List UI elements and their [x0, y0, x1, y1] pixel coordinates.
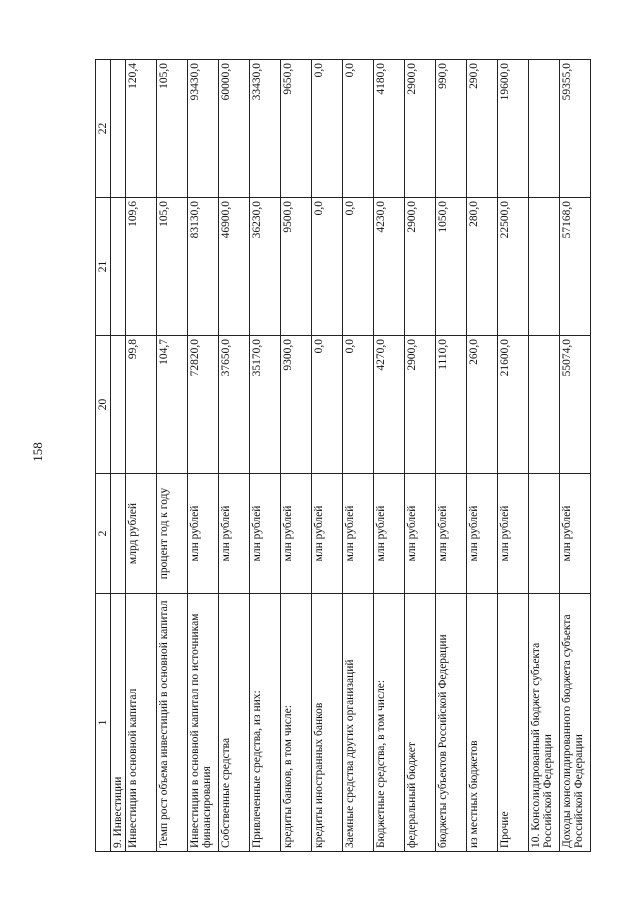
value-cell: 2900,0: [405, 60, 436, 198]
value-cell: 19600,0: [498, 60, 529, 198]
unit-cell: млн рублей: [343, 474, 374, 594]
value-cell: 57168,0: [560, 198, 591, 336]
unit-cell: млн рублей: [281, 474, 312, 594]
value-cell: 260,0: [467, 336, 498, 474]
value-cell: [111, 198, 126, 336]
page-number: 158: [30, 442, 45, 462]
value-cell: 280,0: [467, 198, 498, 336]
unit-cell: млн рублей: [498, 474, 529, 594]
table-row: [188, 60, 219, 852]
value-cell: 0,0: [343, 60, 374, 198]
table-row: [250, 60, 281, 852]
row-label: Заемные средства других организаций: [343, 594, 374, 852]
value-cell: [111, 60, 126, 198]
row-label: Темп рост объема инвестиций в основной капитал: [157, 594, 188, 852]
investment-table: [95, 59, 591, 852]
value-cell: 1050,0: [436, 198, 467, 336]
unit-cell: млн рублей: [560, 474, 591, 594]
unit-cell: млрд рублей: [126, 474, 157, 594]
row-label: кредиты иностранных банков: [312, 594, 343, 852]
table-row: [157, 60, 188, 852]
value-cell: 72820,0: [188, 336, 219, 474]
header-cell: 2: [96, 474, 111, 594]
table-row: [467, 60, 498, 852]
unit-cell: млн рублей: [250, 474, 281, 594]
table-row: [529, 60, 560, 852]
table-row: [498, 60, 529, 852]
value-cell: 46900,0: [219, 198, 250, 336]
table-row: [436, 60, 467, 852]
value-cell: 109,6: [126, 198, 157, 336]
value-cell: 290,0: [467, 60, 498, 198]
value-cell: 9300,0: [281, 336, 312, 474]
value-cell: 0,0: [343, 198, 374, 336]
value-cell: 37650,0: [219, 336, 250, 474]
unit-cell: процент год к году: [157, 474, 188, 594]
value-cell: 104,7: [157, 336, 188, 474]
header-cell: 21: [96, 198, 111, 336]
value-cell: 9500,0: [281, 198, 312, 336]
value-cell: 9650,0: [281, 60, 312, 198]
table-row: [374, 60, 405, 852]
value-cell: 0,0: [312, 336, 343, 474]
value-cell: 60000,0: [219, 60, 250, 198]
value-cell: 55074,0: [560, 336, 591, 474]
unit-cell: млн рублей: [188, 474, 219, 594]
value-cell: 35170,0: [250, 336, 281, 474]
row-label: Инвестиции в основной капитал по источникам финансирования: [188, 594, 219, 852]
row-label: Привлеченные средства, из них:: [250, 594, 281, 852]
row-label: Прочие: [498, 594, 529, 852]
row-label: Доходы консолидированного бюджета субъекта Российской Федерации: [560, 594, 591, 852]
unit-cell: млн рублей: [467, 474, 498, 594]
unit-cell: млн рублей: [312, 474, 343, 594]
value-cell: 105,0: [157, 60, 188, 198]
value-cell: 21600,0: [498, 336, 529, 474]
header-row: [96, 60, 111, 852]
header-cell: 20: [96, 336, 111, 474]
row-label: федеральный бюджет: [405, 594, 436, 852]
value-cell: 1110,0: [436, 336, 467, 474]
value-cell: 4230,0: [374, 198, 405, 336]
row-label: Инвестиции в основной капитал: [126, 594, 157, 852]
unit-cell: млн рублей: [405, 474, 436, 594]
table-row: [560, 60, 591, 852]
header-cell: 22: [96, 60, 111, 198]
value-cell: 0,0: [312, 60, 343, 198]
value-cell: 120,4: [126, 60, 157, 198]
value-cell: 22500,0: [498, 198, 529, 336]
table-area: [95, 60, 585, 852]
table-row: [405, 60, 436, 852]
row-label: 10. Консолидированный бюджет субъекта Российской Федерации: [529, 594, 560, 852]
row-label: кредиты банков, в том числе:: [281, 594, 312, 852]
unit-cell: млн рублей: [219, 474, 250, 594]
value-cell: 93430,0: [188, 60, 219, 198]
value-cell: 99,8: [126, 336, 157, 474]
unit-cell: [111, 474, 126, 594]
table-row: [281, 60, 312, 852]
value-cell: 59355,0: [560, 60, 591, 198]
row-label: Бюджетные средства, в том числе:: [374, 594, 405, 852]
table-row: [312, 60, 343, 852]
value-cell: 36230,0: [250, 198, 281, 336]
table-row: [111, 60, 126, 852]
value-cell: 2900,0: [405, 198, 436, 336]
value-cell: 4270,0: [374, 336, 405, 474]
unit-cell: млн рублей: [374, 474, 405, 594]
row-label: из местных бюджетов: [467, 594, 498, 852]
value-cell: [529, 60, 560, 198]
table-row: [343, 60, 374, 852]
value-cell: [529, 198, 560, 336]
value-cell: 2900,0: [405, 336, 436, 474]
value-cell: [111, 336, 126, 474]
value-cell: 0,0: [343, 336, 374, 474]
value-cell: 83130,0: [188, 198, 219, 336]
row-label: Собственные средства: [219, 594, 250, 852]
header-cell: 1: [96, 594, 111, 852]
table-body: [111, 60, 591, 852]
value-cell: 33430,0: [250, 60, 281, 198]
value-cell: 4180,0: [374, 60, 405, 198]
row-label: бюджеты субъектов Российской Федерации: [436, 594, 467, 852]
value-cell: 105,0: [157, 198, 188, 336]
table-row: [126, 60, 157, 852]
row-label: 9. Инвестиции: [111, 594, 126, 852]
value-cell: 0,0: [312, 198, 343, 336]
value-cell: [529, 336, 560, 474]
table-row: [219, 60, 250, 852]
rotated-table-container: [95, 60, 585, 852]
unit-cell: млн рублей: [436, 474, 467, 594]
value-cell: 990,0: [436, 60, 467, 198]
unit-cell: [529, 474, 560, 594]
